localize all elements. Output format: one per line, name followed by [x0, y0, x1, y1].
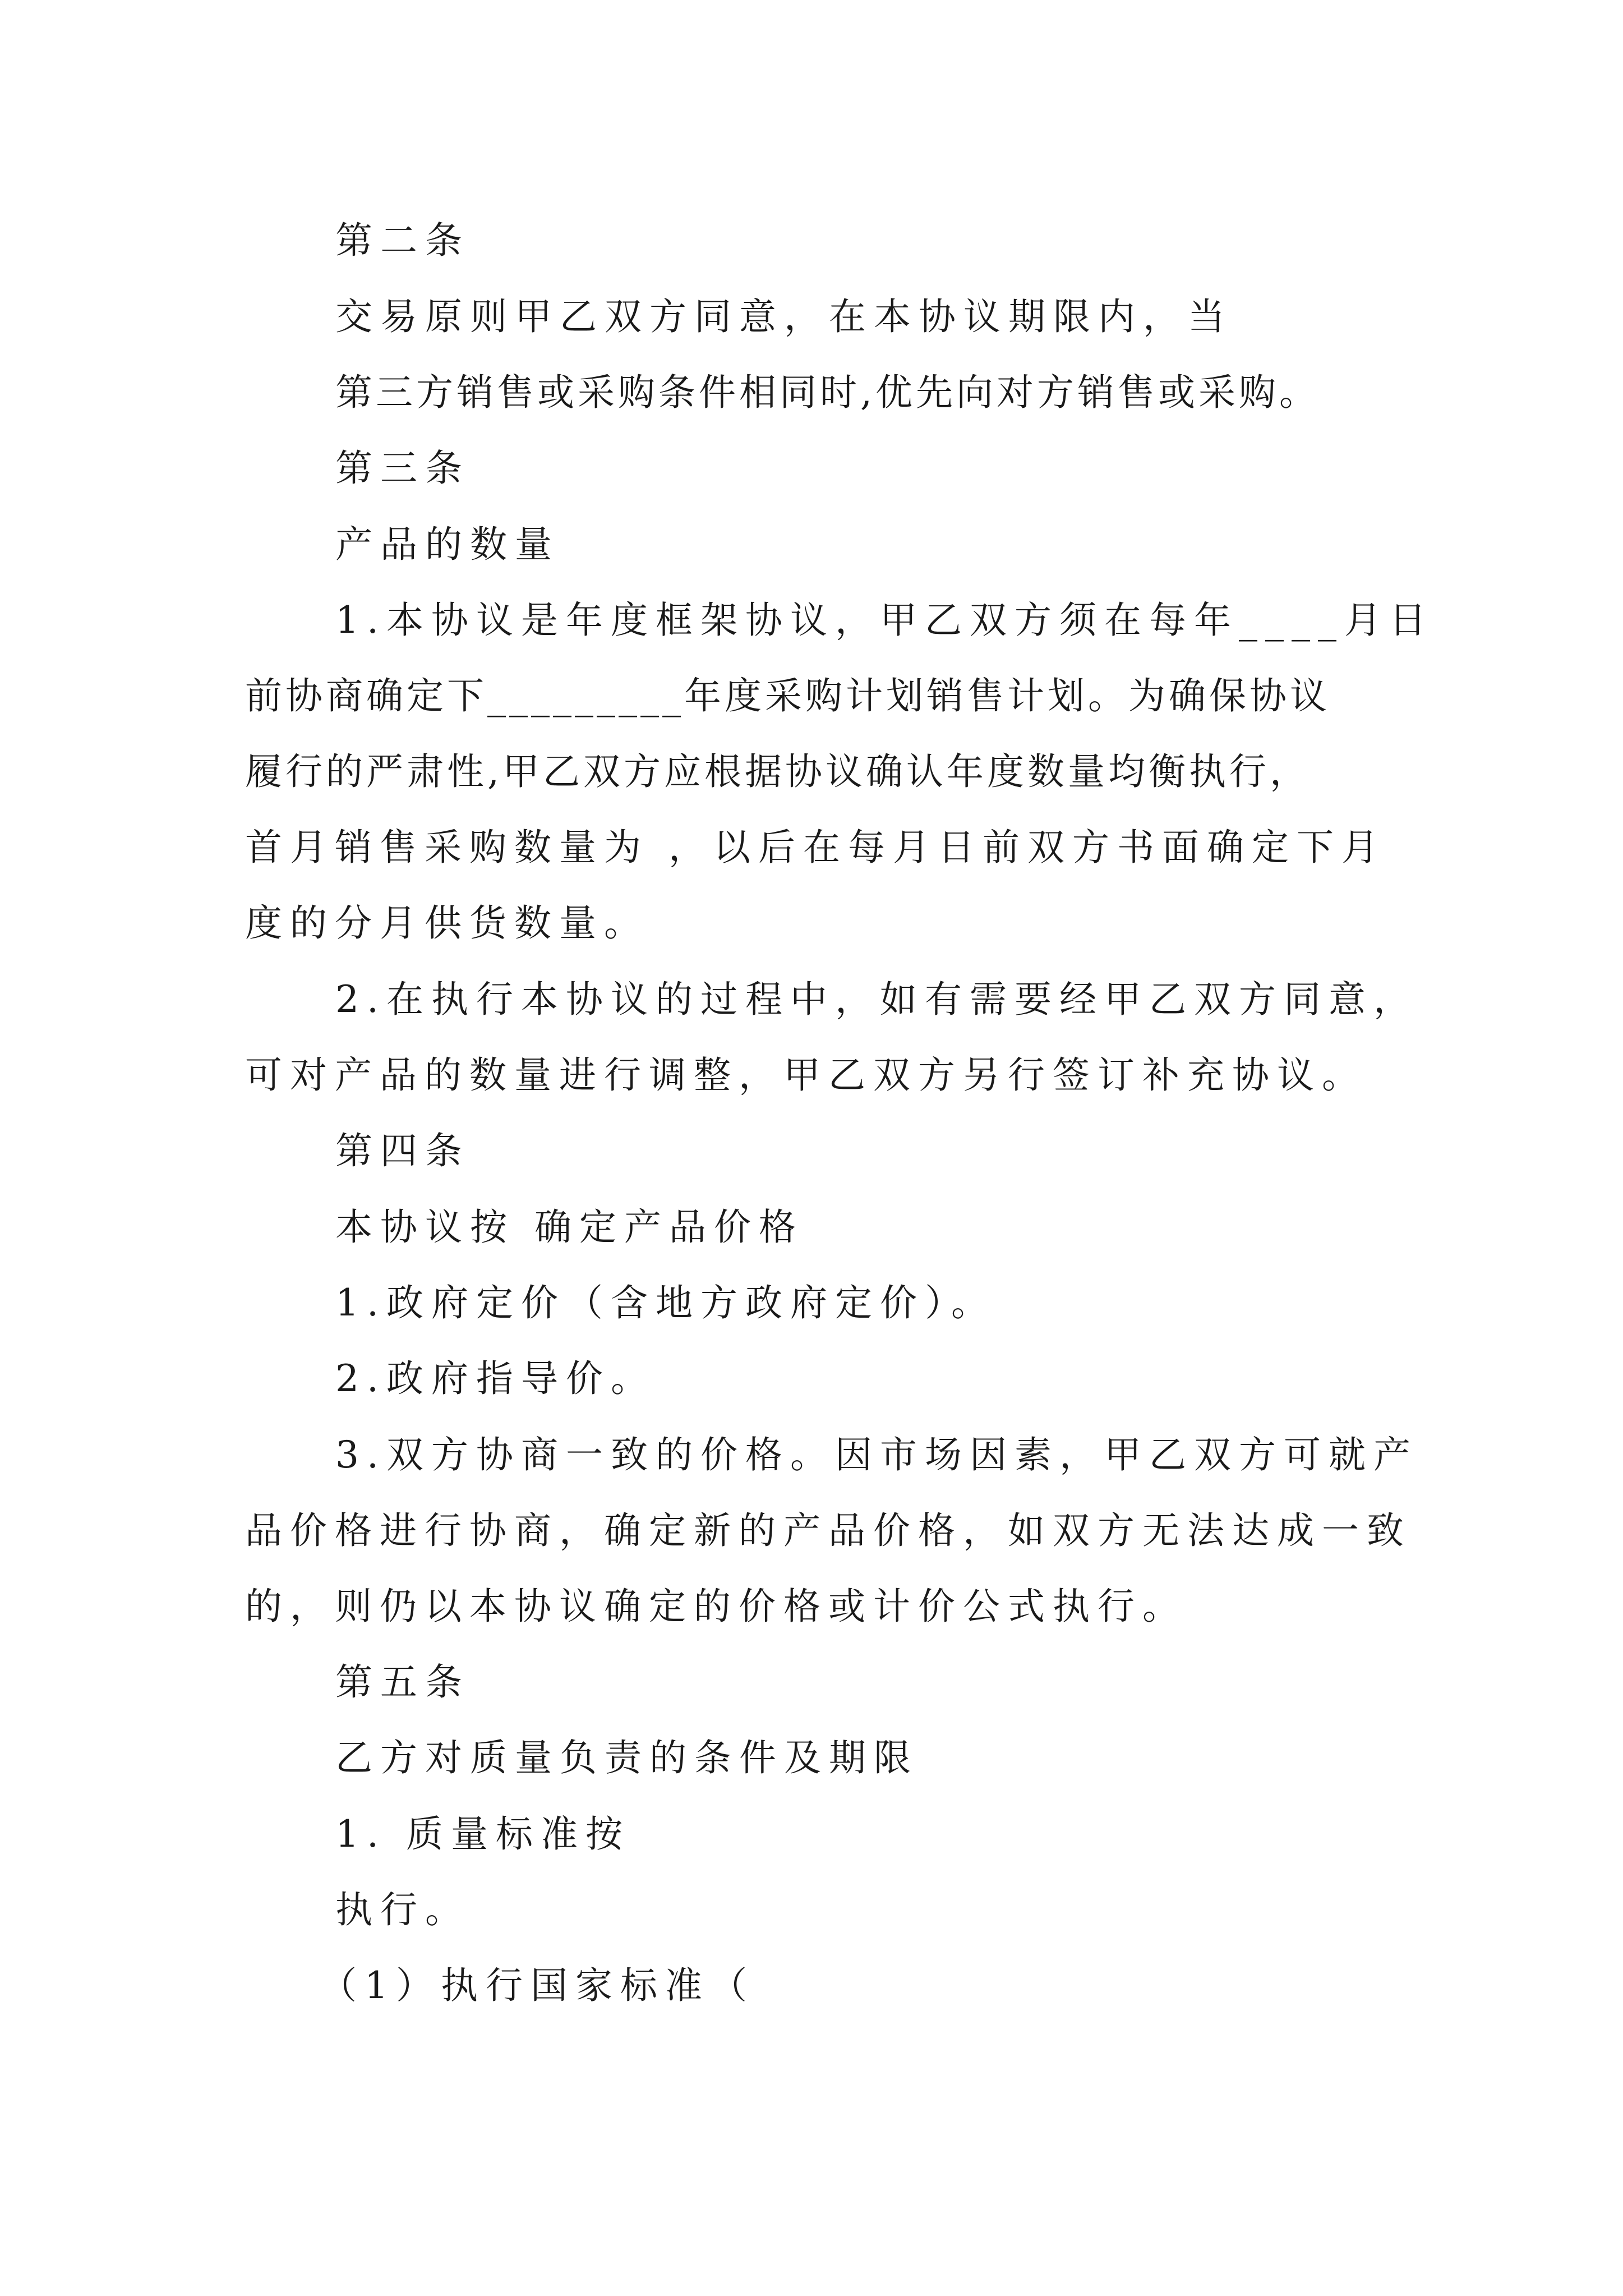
- article-4-heading: 第四条: [335, 1129, 470, 1172]
- section-title: 产品的数量: [335, 523, 560, 566]
- list-item: 2.政府指导价。: [335, 1357, 656, 1400]
- list-item: 1. 质量标准按: [335, 1812, 630, 1856]
- paragraph-line: 履行的严肃性,甲乙双方应根据协议确认年度数量均衡执行，: [245, 750, 1310, 793]
- article-5-heading: 第五条: [335, 1660, 470, 1704]
- paragraph-line: 交易原则甲乙双方同意，在本协议期限内，当: [335, 295, 1233, 338]
- paragraph-line: 首月销售采购数量为 ，以后在每月日前双方书面确定下月: [245, 826, 1386, 869]
- paragraph-line: 执行。: [335, 1888, 470, 1931]
- paragraph-line: 可对产品的数量进行调整，甲乙双方另行签订补充协议。: [245, 1053, 1367, 1097]
- paragraph-line: 品价格进行协商，确定新的产品价格，如双方无法达成一致: [245, 1509, 1412, 1552]
- paragraph-line: 的，则仍以本协议确定的价格或计价公式执行。: [245, 1585, 1187, 1628]
- paragraph-line: 前协商确定下_________年度采购计划销售计划。为确保协议: [245, 674, 1330, 717]
- list-item: （1）执行国家标准（: [320, 1964, 755, 2007]
- list-item: 1.政府定价（含地方政府定价）。: [335, 1281, 996, 1324]
- paragraph-line: 1.本协议是年度框架协议，甲乙双方须在每年____月日: [335, 599, 1434, 642]
- section-title: 乙方对质量负责的条件及期限: [335, 1736, 919, 1779]
- list-item: 3.双方协商一致的价格。因市场因素，甲乙双方可就产: [335, 1433, 1418, 1476]
- section-title: 本协议按 确定产品价格: [335, 1205, 804, 1249]
- paragraph-line: 2.在执行本协议的过程中，如有需要经甲乙双方同意，: [335, 978, 1418, 1021]
- article-2-heading: 第二条: [335, 219, 470, 262]
- paragraph-line: 度的分月供货数量。: [245, 901, 649, 945]
- paragraph-line: 第三方销售或采购条件相同时,优先向对方销售或采购。: [335, 371, 1320, 414]
- article-3-heading: 第三条: [335, 447, 470, 490]
